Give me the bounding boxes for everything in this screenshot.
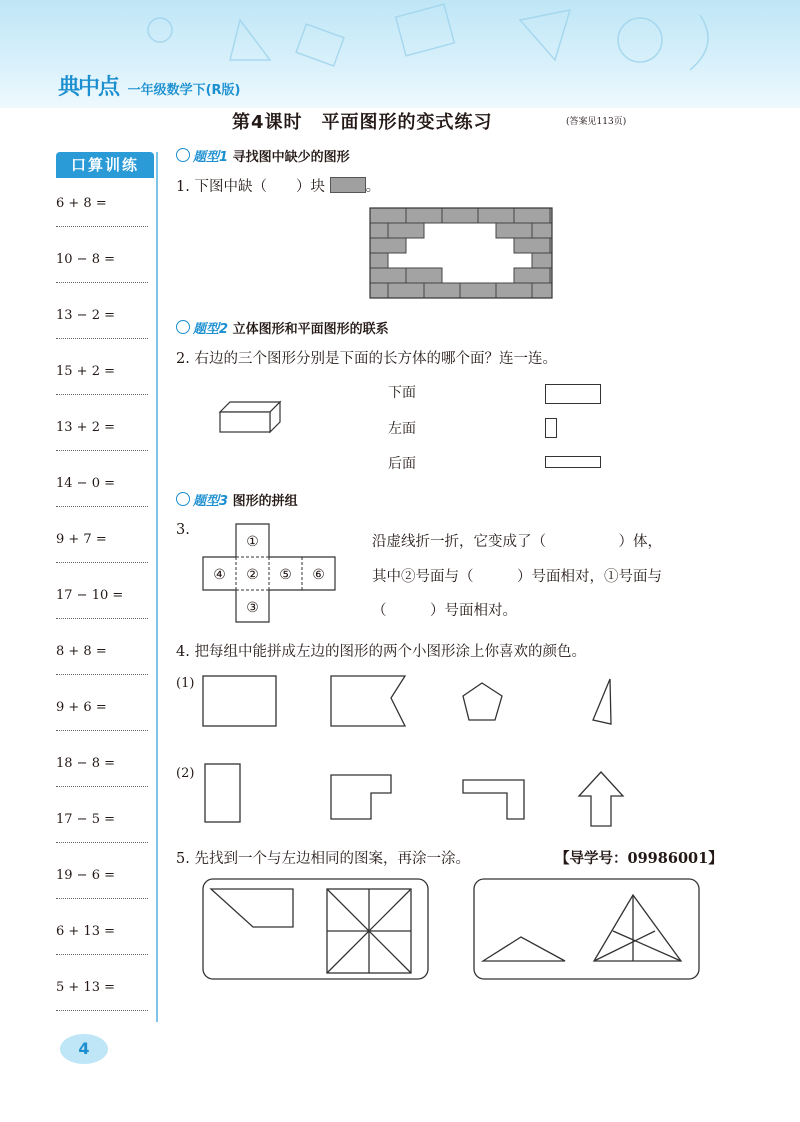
arrow-shape: [579, 772, 623, 826]
question-4: 4. 把每组中能拼成左边的图形的两个小图形涂上你喜欢的颜色。: [176, 644, 586, 660]
oral-practice-item: [56, 980, 148, 995]
type2-title: 立体图形和平面图形的联系: [232, 322, 389, 337]
oral-practice-expression: 17 − 10 =: [56, 588, 124, 603]
brick: [478, 208, 514, 223]
question-1: [176, 175, 380, 196]
face-label-left: 左面: [388, 421, 416, 437]
page-number: 4: [60, 1034, 108, 1064]
cuboid-figure: [218, 400, 284, 434]
answer-line[interactable]: [56, 338, 148, 339]
oral-practice-item: [56, 756, 148, 771]
type3-heading: [176, 490, 298, 509]
type2-tag: 题型2: [193, 322, 229, 337]
oral-practice-expression: 6 + 13 =: [56, 924, 115, 939]
answer-line[interactable]: [56, 674, 148, 675]
answer-line[interactable]: [56, 282, 148, 283]
brick: [514, 238, 550, 253]
oral-practice-item: [56, 476, 148, 491]
face-rect-small: [545, 418, 557, 438]
answer-line[interactable]: [56, 226, 148, 227]
lightbulb-icon: [176, 320, 190, 334]
question-5: 5. 先找到一个与左边相同的图案，再涂一涂。: [176, 851, 470, 867]
type2-heading: [176, 318, 389, 337]
oral-practice-expression: 6 + 8 =: [56, 196, 107, 211]
answer-line[interactable]: [56, 394, 148, 395]
face-label-bottom: 下面: [388, 385, 416, 401]
answer-line[interactable]: [56, 450, 148, 451]
l-shape: [331, 775, 391, 819]
net-face-5: ⑤: [279, 567, 292, 583]
type1-title: 寻找图中缺少的图形: [232, 150, 350, 165]
hook-shape: [463, 780, 524, 819]
oral-practice-item: [56, 196, 148, 211]
type1-heading: [176, 146, 350, 165]
oral-practice-expression: 8 + 8 =: [56, 644, 107, 659]
brick: [424, 283, 460, 298]
q4-group-2-figures: [205, 764, 635, 826]
brick: [370, 208, 406, 223]
oral-practice-expression: 19 − 6 =: [56, 868, 115, 883]
oral-practice-item: [56, 868, 148, 883]
q3-line-3: （ ）号面相对。: [372, 603, 517, 619]
question-2: 2. 右边的三个图形分别是下面的长方体的哪个面？连一连。: [176, 351, 557, 367]
flag-shape: [331, 676, 405, 726]
answer-line[interactable]: [56, 506, 148, 507]
brick: [496, 223, 532, 238]
grade-label: 一年级数学下(R版): [127, 83, 241, 98]
net-face-1: ①: [246, 534, 259, 550]
q4-group-1-label: (1): [176, 676, 195, 691]
q3-line-1: 沿虚线折一折，它变成了（ ）体，: [372, 534, 662, 550]
trapezoid-pattern: [211, 889, 293, 927]
cube-net-figure: [203, 524, 335, 622]
answer-line[interactable]: [56, 898, 148, 899]
q5-figures: [203, 879, 703, 981]
oral-practice-item: [56, 924, 148, 939]
q5-right-frame: [474, 879, 699, 979]
brick-wall-figure: [370, 208, 552, 298]
brick: [532, 223, 552, 238]
q3-line-2: 其中②号面与（ ）号面相对，①号面与: [372, 569, 662, 585]
brick: [388, 223, 424, 238]
type3-title: 图形的拼组: [232, 494, 298, 509]
oral-practice-item: [56, 812, 148, 827]
lightbulb-icon: [176, 148, 190, 162]
brand: [58, 70, 241, 101]
q4-group-2-label: (2): [176, 766, 195, 781]
oral-practice-expression: 17 − 5 =: [56, 812, 115, 827]
oral-practice-expression: 13 + 2 =: [56, 420, 115, 435]
oral-practice-item: [56, 252, 148, 267]
face-label-back: 后面: [388, 456, 416, 472]
answer-line[interactable]: [56, 1010, 148, 1011]
brick: [532, 283, 552, 298]
face-rect-wide: [545, 384, 601, 404]
oral-practice-expression: 5 + 13 =: [56, 980, 115, 995]
brick: [370, 253, 388, 268]
lightbulb-icon: [176, 492, 190, 506]
answer-line[interactable]: [56, 954, 148, 955]
brick: [388, 283, 424, 298]
brick: [442, 208, 478, 223]
oral-practice-title: 口算训练: [56, 152, 154, 178]
brick: [514, 268, 550, 283]
brick: [370, 283, 388, 298]
oral-practice-item: [56, 308, 148, 323]
oral-practice-expression: 9 + 6 =: [56, 700, 107, 715]
flat-triangle-pattern: [483, 937, 565, 961]
net-face-2: ②: [246, 567, 259, 583]
brick: [406, 268, 442, 283]
target-rectangle: [203, 676, 276, 726]
oral-practice-item: [56, 588, 148, 603]
oral-practice-expression: 14 − 0 =: [56, 476, 115, 491]
net-face-6: ⑥: [312, 567, 325, 583]
lesson-title: 第4课时 平面图形的变式练习: [232, 112, 493, 133]
q1-text: 1. 下图中缺（ ）块: [176, 179, 325, 195]
oral-practice-expression: 15 + 2 =: [56, 364, 115, 379]
answer-line[interactable]: [56, 562, 148, 563]
net-face-3: ③: [246, 600, 259, 616]
brick: [370, 268, 406, 283]
brick: [370, 223, 388, 238]
oral-practice-item: [56, 532, 148, 547]
oral-practice-expression: 13 − 2 =: [56, 308, 115, 323]
oral-practice-expression: 18 − 8 =: [56, 756, 115, 771]
target-square: [205, 764, 240, 822]
pentagon-shape: [463, 683, 502, 720]
answer-reference: (答案见113页): [566, 117, 627, 127]
answer-line[interactable]: [56, 842, 148, 843]
brick-sample: [330, 177, 366, 193]
q5-code: 【导学号：09986001】: [555, 850, 723, 867]
brick: [460, 283, 496, 298]
brick: [514, 208, 550, 223]
oral-practice-item: [56, 420, 148, 435]
thin-triangle-shape: [593, 679, 611, 724]
answer-line[interactable]: [56, 618, 148, 619]
oral-practice-expression: 10 − 8 =: [56, 252, 115, 267]
oral-practice-item: [56, 700, 148, 715]
q4-group-1-figures: [203, 676, 643, 732]
type1-tag: 题型1: [193, 150, 229, 165]
oral-practice-item: [56, 364, 148, 379]
brick: [370, 238, 406, 253]
brand-logo: 典中点: [58, 75, 119, 100]
q3-number: 3.: [176, 522, 190, 538]
face-rect-thin: [545, 456, 601, 468]
q5-left-frame: [203, 879, 428, 979]
oral-practice-expression: 9 + 7 =: [56, 532, 107, 547]
net-face-4: ④: [213, 567, 226, 583]
answer-line[interactable]: [56, 786, 148, 787]
brick: [496, 283, 532, 298]
type3-tag: 题型3: [193, 494, 229, 509]
answer-line[interactable]: [56, 730, 148, 731]
brick: [532, 253, 552, 268]
big-triangle-pattern: [594, 895, 681, 961]
oral-practice-item: [56, 644, 148, 659]
q1-text-end: 。: [365, 179, 381, 195]
brick: [406, 208, 442, 223]
